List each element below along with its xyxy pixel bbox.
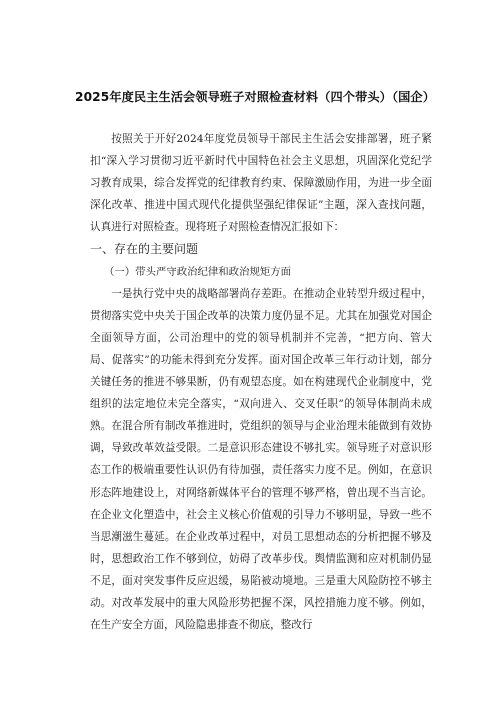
document-body <box>90 128 432 636</box>
intro-paragraph: 按照关于开好2024年度党员领导干部民主生活会安排部署，班子紧扣“深入学习贯彻习近平新时代中国特色社会主义思想，巩固深化党纪学习教育成果，综合发挥党的纪律教育约束、保障激励作用，为进一步全面深化改革、推进中国式现代化提供坚强纪律保证”主题，深入查找问题，认真进行对照检查。现将班子对照检查情况汇报如下： <box>90 133 432 234</box>
section-heading: 一、存在的主要问题 <box>90 242 199 257</box>
document-title: 2025年度民主生活会领导班子对照检查材料（四个带头）（国企） <box>75 90 435 104</box>
subsection-heading: （一）带头严守政治纪律和政治规矩方面 <box>104 265 292 278</box>
body-paragraph: 一是执行党中央的战略部署尚存差距。在推动企业转型升级过程中，贯彻落实党中央关于国企改革的决策力度仍显不足。尤其在加强党对国企全面领导方面，公司治理中的党的领导机制并不完善，“把方向、管大局、促落实”的功能未得到充分发挥。面对国企改革三年行动计划，部分关键任务的推进不够果断，仍有观望态度。如在构建现代企业制度中，党组织的法定地位未完全落实，“双向进入、交叉任职”的领导体制尚未成熟。在混合所有制改革推进时，党组织的领导与企业治理未能做到有效协调，导致改革效益受限。二是意识形态建设不够扎实。领导班子对意识形态工作的极端重要性认识仍有待加强，责任落实力度不足。例如，在意识形态阵地建设上，对网络新媒体平台的管理不够严格，曾出现不当言论。在企业文化塑造中，社会主义核心价值观的引导力不够明显，导致一些不当思潮滋生蔓延。在企业改革过程中，对员工思想动态的分析把握不够及时，思想政治工作不够到位，妨碍了改革步伐。舆情监测和应对机制仍显不足，面对突发事件反应迟缓，易陷被动境地。三是重大风险防控不够主动。对改革发展中的重大风险形势把握不深，风控措施力度不够。例如，在生产安全方面，风险隐患排查不彻底，整改行 <box>90 287 432 632</box>
